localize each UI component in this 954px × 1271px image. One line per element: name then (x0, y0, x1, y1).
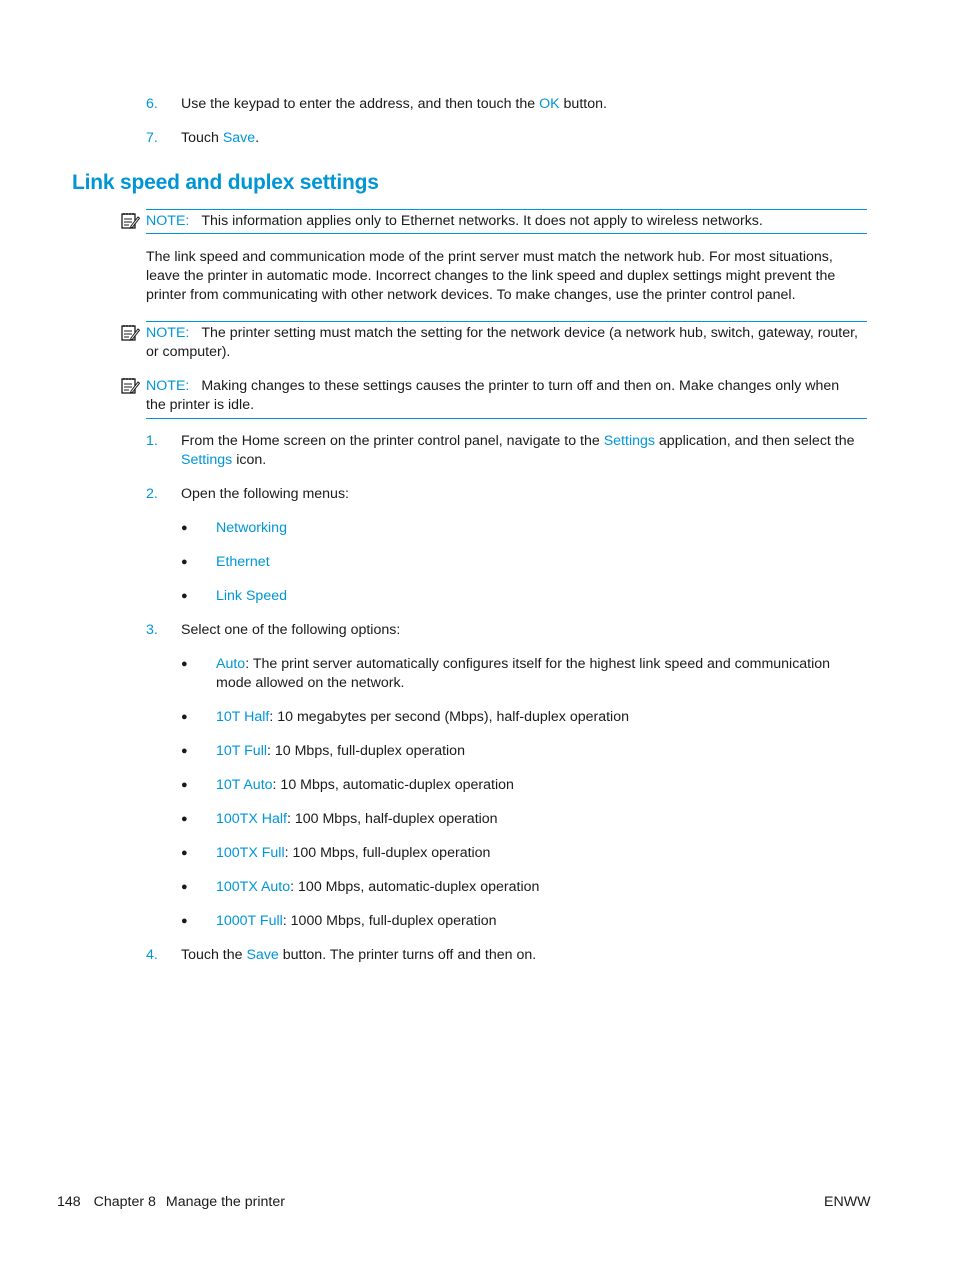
step-text: Open the following menus: (181, 486, 349, 502)
ok-button-label: OK (539, 96, 560, 112)
step-text: Use the keypad to enter the address, and then touch the OK button. (181, 96, 607, 112)
option-item: 10T Full: 10 Mbps, full-duplex operation (216, 743, 465, 759)
note-1: NOTE: This information applies only to Ethernet networks. It does not apply to wireless networks. (146, 213, 763, 229)
menu-networking: Networking (216, 520, 287, 536)
section-title: Link speed and duplex settings (72, 171, 379, 194)
page-footer-left (57, 1193, 285, 1212)
option-name: 100TX Auto (216, 879, 291, 895)
bullet-dot: ● (181, 847, 188, 859)
bullet-dot: ● (181, 813, 188, 825)
page-number: 148 (57, 1194, 81, 1210)
bullet-dot: ● (181, 590, 188, 602)
option-item: 100TX Full: 100 Mbps, full-duplex operation (216, 845, 491, 861)
note-icon (120, 375, 140, 395)
settings-icon-label: Settings (181, 452, 233, 468)
menu-link-speed: Link Speed (216, 588, 287, 604)
bullet-dot: ● (181, 745, 188, 757)
menu-ethernet: Ethernet (216, 554, 270, 570)
save-button-label: Save (246, 947, 279, 963)
intro-paragraph: The link speed and communication mode of the print server must match the network hub. For most situations, leave the printer in automatic mode. Incorrect changes to the link speed and duplex settings might prevent the printer from communicating with other network devices. To make changes, use the printer control panel. (146, 249, 836, 303)
option-name: 100TX Full (216, 845, 285, 861)
note-top-rule (146, 209, 867, 210)
step-number: 1. (146, 433, 158, 449)
step-text: Touch Save. (181, 130, 260, 146)
step-number: 4. (146, 947, 158, 963)
page-footer-right: ENWW (824, 1194, 871, 1210)
note-bottom-rule (146, 418, 867, 419)
chapter-title: Manage the printer (165, 1194, 285, 1210)
note-label: NOTE: (146, 378, 190, 394)
step-text: Select one of the following options: (181, 622, 401, 638)
option-name: 100TX Half (216, 811, 287, 827)
note-label: NOTE: (146, 325, 190, 341)
note-icon (120, 210, 140, 230)
option-name: 10T Full (216, 743, 267, 759)
option-item: 10T Half: 10 megabytes per second (Mbps), half-duplex operation (216, 709, 629, 725)
note-2: NOTE: The printer setting must match the setting for the network device (a network hub, switch, gateway, router, or computer). (146, 325, 858, 360)
bullet-dot: ● (181, 522, 188, 534)
note-bottom-rule (146, 233, 867, 234)
option-item: Auto: The print server automatically configures itself for the highest link speed and communication mode allowed on the network. (216, 656, 831, 691)
option-item: 1000T Full: 1000 Mbps, full-duplex operation (216, 913, 497, 929)
save-label: Save (222, 130, 256, 146)
bullet-dot: ● (181, 779, 188, 791)
bullet-dot: ● (181, 881, 188, 893)
bullet-dot: ● (181, 915, 188, 927)
settings-app-label: Settings (603, 433, 655, 449)
option-name: Auto (216, 656, 246, 672)
chapter-label: Chapter 8 (93, 1194, 156, 1210)
option-name: 10T Half (216, 709, 270, 725)
option-item: 100TX Half: 100 Mbps, half-duplex operation (216, 811, 498, 827)
step-number: 6. (146, 96, 158, 112)
option-name: 1000T Full (216, 913, 283, 929)
bullet-dot: ● (181, 658, 188, 670)
step-number: 2. (146, 486, 158, 502)
note-3: NOTE: Making changes to these settings causes the printer to turn off and then on. Make changes only when the printer is idle. (146, 378, 840, 413)
option-item: 100TX Auto: 100 Mbps, automatic-duplex operation (216, 879, 540, 895)
option-item: 10T Auto: 10 Mbps, automatic-duplex operation (216, 777, 514, 793)
note-top-rule (146, 321, 867, 322)
step-text: From the Home screen on the printer control panel, navigate to the Settings application, and then select the Settings icon. (181, 433, 855, 468)
note-icon (120, 322, 140, 342)
note-label: NOTE: (146, 213, 190, 229)
step-text: Touch the Save button. The printer turns off and then on. (181, 947, 537, 963)
step-number: 7. (146, 130, 158, 146)
bullet-dot: ● (181, 711, 188, 723)
step-number: 3. (146, 622, 158, 638)
bullet-dot: ● (181, 556, 188, 568)
option-name: 10T Auto (216, 777, 273, 793)
